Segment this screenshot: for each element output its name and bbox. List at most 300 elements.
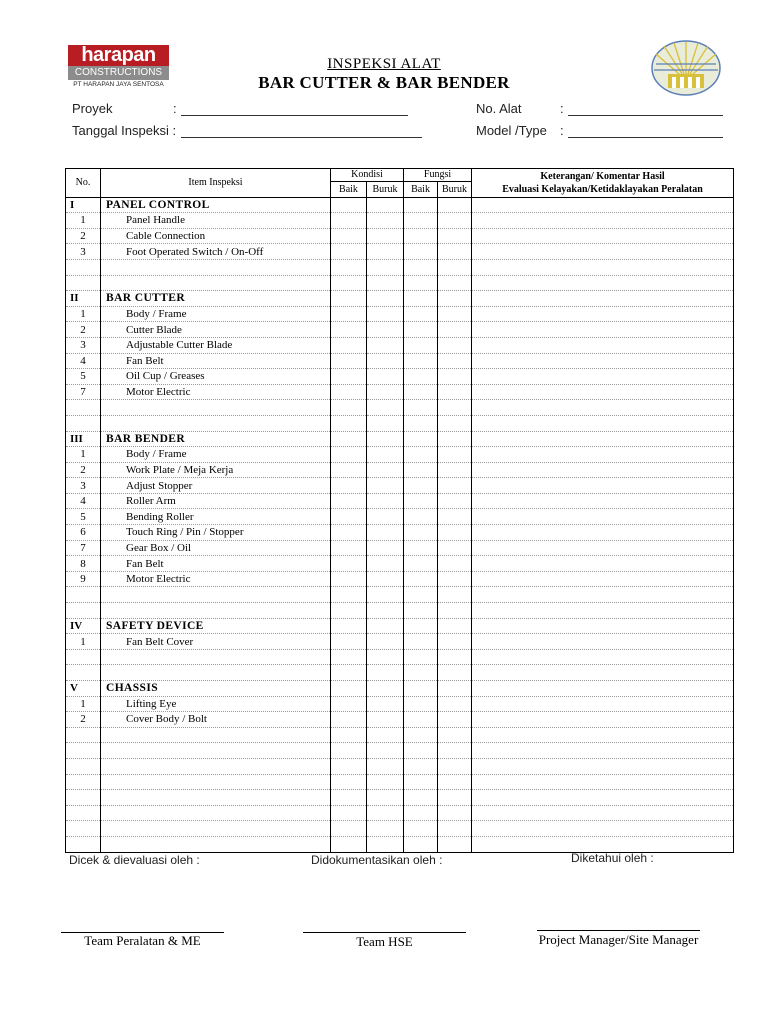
item-name: Foot Operated Switch / On-Off	[101, 244, 331, 260]
blank-row	[66, 603, 734, 619]
keterangan-cell[interactable]	[472, 337, 734, 353]
fungsi-baik-cell[interactable]	[404, 415, 438, 431]
kondisi-buruk-cell[interactable]	[367, 384, 404, 400]
keterangan-cell[interactable]	[472, 447, 734, 463]
kondisi-buruk-cell[interactable]	[367, 369, 404, 385]
kondisi-buruk-cell[interactable]	[367, 322, 404, 338]
row-number: 1	[66, 306, 101, 322]
fungsi-buruk-cell[interactable]	[438, 665, 472, 681]
fungsi-buruk-cell[interactable]	[438, 587, 472, 603]
fungsi-baik-cell[interactable]	[404, 603, 438, 619]
kondisi-buruk-cell[interactable]	[367, 509, 404, 525]
fungsi-buruk-cell[interactable]	[438, 743, 472, 759]
kondisi-buruk-cell[interactable]	[367, 587, 404, 603]
kondisi-baik-cell[interactable]	[331, 571, 367, 587]
model-label: Model /Type	[476, 123, 547, 138]
kondisi-baik-cell[interactable]	[331, 540, 367, 556]
fungsi-buruk-cell[interactable]	[438, 571, 472, 587]
proyek-field[interactable]	[181, 115, 408, 116]
item-name: Cutter Blade	[101, 322, 331, 338]
keterangan-cell[interactable]	[472, 291, 734, 307]
keterangan-cell[interactable]	[472, 805, 734, 821]
fungsi-baik-cell[interactable]	[404, 836, 438, 852]
section-title: CHASSIS	[101, 681, 331, 697]
fungsi-buruk-cell[interactable]	[438, 525, 472, 541]
row-number: 4	[66, 353, 101, 369]
kondisi-baik-cell[interactable]	[331, 197, 367, 213]
kondisi-baik-cell[interactable]	[331, 509, 367, 525]
item-name	[101, 587, 331, 603]
kondisi-buruk-cell[interactable]	[367, 353, 404, 369]
fungsi-baik-cell[interactable]	[404, 431, 438, 447]
kondisi-baik-cell[interactable]	[331, 244, 367, 260]
keterangan-cell[interactable]	[472, 681, 734, 697]
fungsi-baik-cell[interactable]	[404, 540, 438, 556]
kondisi-buruk-cell[interactable]	[367, 774, 404, 790]
keterangan-cell[interactable]	[472, 509, 734, 525]
keterangan-cell[interactable]	[472, 306, 734, 322]
kondisi-baik-cell[interactable]	[331, 259, 367, 275]
fungsi-baik-cell[interactable]	[404, 774, 438, 790]
logo-subtitle: CONSTRUCTIONS	[68, 66, 169, 80]
kondisi-buruk-cell[interactable]	[367, 805, 404, 821]
kondisi-buruk-cell[interactable]	[367, 291, 404, 307]
kondisi-baik-cell[interactable]	[331, 556, 367, 572]
kondisi-baik-cell[interactable]	[331, 587, 367, 603]
item-name	[101, 758, 331, 774]
fungsi-buruk-cell[interactable]	[438, 805, 472, 821]
row-number: 2	[66, 712, 101, 728]
table-row	[66, 337, 734, 353]
fungsi-buruk-cell[interactable]	[438, 649, 472, 665]
kondisi-baik-cell[interactable]	[331, 291, 367, 307]
keterangan-cell[interactable]	[472, 462, 734, 478]
item-name	[101, 805, 331, 821]
fungsi-baik-cell[interactable]	[404, 790, 438, 806]
row-number: 8	[66, 556, 101, 572]
fungsi-buruk-cell[interactable]	[438, 603, 472, 619]
fungsi-baik-cell[interactable]	[404, 634, 438, 650]
fungsi-baik-cell[interactable]	[404, 369, 438, 385]
blank-row	[66, 275, 734, 291]
keterangan-cell[interactable]	[472, 244, 734, 260]
kondisi-baik-cell[interactable]	[331, 727, 367, 743]
fungsi-buruk-cell[interactable]	[438, 462, 472, 478]
fungsi-baik-cell[interactable]	[404, 727, 438, 743]
keterangan-cell[interactable]	[472, 571, 734, 587]
kondisi-baik-cell[interactable]	[331, 478, 367, 494]
kondisi-baik-cell[interactable]	[331, 213, 367, 229]
kondisi-buruk-cell[interactable]	[367, 447, 404, 463]
kondisi-baik-cell[interactable]	[331, 447, 367, 463]
table-row	[66, 712, 734, 728]
item-name: Motor Electric	[101, 384, 331, 400]
row-number	[66, 400, 101, 416]
blank-row	[66, 805, 734, 821]
kondisi-baik-cell[interactable]	[331, 665, 367, 681]
kondisi-baik-cell[interactable]	[331, 415, 367, 431]
document-subtitle: BAR CUTTER & BAR BENDER	[258, 73, 510, 92]
kondisi-baik-cell[interactable]	[331, 306, 367, 322]
section-row	[66, 431, 734, 447]
kondisi-baik-cell[interactable]	[331, 275, 367, 291]
keterangan-cell[interactable]	[472, 618, 734, 634]
row-number	[66, 603, 101, 619]
kondisi-baik-cell[interactable]	[331, 821, 367, 837]
signature-line-documenter[interactable]	[303, 932, 466, 933]
proyek-label: Proyek	[72, 101, 113, 116]
fungsi-baik-cell[interactable]	[404, 291, 438, 307]
item-name	[101, 774, 331, 790]
row-number	[66, 727, 101, 743]
kondisi-baik-cell[interactable]	[331, 462, 367, 478]
kondisi-buruk-cell[interactable]	[367, 306, 404, 322]
kondisi-buruk-cell[interactable]	[367, 244, 404, 260]
fungsi-baik-cell[interactable]	[404, 712, 438, 728]
keterangan-cell[interactable]	[472, 322, 734, 338]
table-row	[66, 634, 734, 650]
keterangan-cell[interactable]	[472, 415, 734, 431]
row-number: 5	[66, 509, 101, 525]
kondisi-baik-cell[interactable]	[331, 353, 367, 369]
kondisi-baik-cell[interactable]	[331, 384, 367, 400]
row-number: II	[66, 291, 101, 307]
kondisi-baik-cell[interactable]	[331, 337, 367, 353]
fungsi-baik-cell[interactable]	[404, 275, 438, 291]
item-name: Bending Roller	[101, 509, 331, 525]
keterangan-cell[interactable]	[472, 493, 734, 509]
kondisi-buruk-cell[interactable]	[367, 821, 404, 837]
keterangan-cell[interactable]	[472, 478, 734, 494]
fungsi-baik-cell[interactable]	[404, 696, 438, 712]
kondisi-buruk-cell[interactable]	[367, 743, 404, 759]
keterangan-cell[interactable]	[472, 259, 734, 275]
fungsi-baik-cell[interactable]	[404, 259, 438, 275]
fungsi-buruk-cell[interactable]	[438, 727, 472, 743]
blank-row	[66, 821, 734, 837]
item-name	[101, 821, 331, 837]
blank-row	[66, 415, 734, 431]
kondisi-baik-cell[interactable]	[331, 228, 367, 244]
kondisi-buruk-cell[interactable]	[367, 618, 404, 634]
keterangan-cell[interactable]	[472, 400, 734, 416]
tanggal-label: Tanggal Inspeksi :	[72, 123, 177, 138]
kondisi-baik-cell[interactable]	[331, 696, 367, 712]
kondisi-baik-cell[interactable]	[331, 681, 367, 697]
kondisi-buruk-cell[interactable]	[367, 228, 404, 244]
kondisi-buruk-cell[interactable]	[367, 571, 404, 587]
keterangan-cell[interactable]	[472, 758, 734, 774]
kondisi-baik-cell[interactable]	[331, 836, 367, 852]
row-number: 5	[66, 369, 101, 385]
fungsi-baik-cell[interactable]	[404, 244, 438, 260]
keterangan-cell[interactable]	[472, 649, 734, 665]
fungsi-buruk-cell[interactable]	[438, 478, 472, 494]
header-keterangan-line2: Evaluasi Kelayakan/Ketidaklayakan Peralatan	[502, 183, 703, 195]
keterangan-cell[interactable]	[472, 540, 734, 556]
fungsi-buruk-cell[interactable]	[438, 259, 472, 275]
keterangan-cell[interactable]	[472, 525, 734, 541]
fungsi-baik-cell[interactable]	[404, 821, 438, 837]
fungsi-buruk-cell[interactable]	[438, 758, 472, 774]
fungsi-buruk-cell[interactable]	[438, 275, 472, 291]
fungsi-buruk-cell[interactable]	[438, 821, 472, 837]
fungsi-baik-cell[interactable]	[404, 213, 438, 229]
kondisi-baik-cell[interactable]	[331, 790, 367, 806]
fungsi-baik-cell[interactable]	[404, 447, 438, 463]
keterangan-cell[interactable]	[472, 431, 734, 447]
blank-row	[66, 758, 734, 774]
row-number	[66, 821, 101, 837]
fungsi-baik-cell[interactable]	[404, 462, 438, 478]
keterangan-cell[interactable]	[472, 712, 734, 728]
model-field[interactable]	[568, 137, 723, 138]
item-name: Body / Frame	[101, 447, 331, 463]
section-row	[66, 197, 734, 213]
keterangan-cell[interactable]	[472, 696, 734, 712]
fungsi-buruk-cell[interactable]	[438, 197, 472, 213]
keterangan-cell[interactable]	[472, 213, 734, 229]
keterangan-cell[interactable]	[472, 603, 734, 619]
fungsi-baik-cell[interactable]	[404, 509, 438, 525]
kondisi-baik-cell[interactable]	[331, 603, 367, 619]
row-number: 9	[66, 571, 101, 587]
kondisi-baik-cell[interactable]	[331, 805, 367, 821]
row-number	[66, 649, 101, 665]
header-fungsi-baik: Baik	[404, 182, 438, 198]
fungsi-buruk-cell[interactable]	[438, 618, 472, 634]
kondisi-buruk-cell[interactable]	[367, 415, 404, 431]
item-name: Adjustable Cutter Blade	[101, 337, 331, 353]
inspection-table	[65, 168, 734, 853]
header-item: Item Inspeksi	[101, 169, 331, 198]
table-row	[66, 493, 734, 509]
fungsi-buruk-cell[interactable]	[438, 556, 472, 572]
fungsi-baik-cell[interactable]	[404, 525, 438, 541]
fungsi-buruk-cell[interactable]	[438, 213, 472, 229]
keterangan-cell[interactable]	[472, 665, 734, 681]
table-row	[66, 353, 734, 369]
keterangan-cell[interactable]	[472, 634, 734, 650]
blank-row	[66, 649, 734, 665]
kondisi-baik-cell[interactable]	[331, 322, 367, 338]
kondisi-buruk-cell[interactable]	[367, 696, 404, 712]
fungsi-baik-cell[interactable]	[404, 556, 438, 572]
kondisi-buruk-cell[interactable]	[367, 634, 404, 650]
fungsi-buruk-cell[interactable]	[438, 774, 472, 790]
item-name	[101, 727, 331, 743]
item-name	[101, 400, 331, 416]
keterangan-cell[interactable]	[472, 197, 734, 213]
item-name	[101, 603, 331, 619]
kondisi-baik-cell[interactable]	[331, 743, 367, 759]
table-row	[66, 384, 734, 400]
kondisi-baik-cell[interactable]	[331, 774, 367, 790]
item-name	[101, 275, 331, 291]
fungsi-buruk-cell[interactable]	[438, 384, 472, 400]
kondisi-baik-cell[interactable]	[331, 649, 367, 665]
fungsi-baik-cell[interactable]	[404, 587, 438, 603]
fungsi-baik-cell[interactable]	[404, 322, 438, 338]
fungsi-baik-cell[interactable]	[404, 337, 438, 353]
fungsi-baik-cell[interactable]	[404, 665, 438, 681]
kondisi-buruk-cell[interactable]	[367, 727, 404, 743]
kondisi-buruk-cell[interactable]	[367, 431, 404, 447]
kondisi-buruk-cell[interactable]	[367, 712, 404, 728]
fungsi-buruk-cell[interactable]	[438, 322, 472, 338]
signature-line-approver[interactable]	[537, 930, 700, 931]
table-row	[66, 696, 734, 712]
kondisi-baik-cell[interactable]	[331, 525, 367, 541]
keterangan-cell[interactable]	[472, 384, 734, 400]
fungsi-baik-cell[interactable]	[404, 805, 438, 821]
fungsi-baik-cell[interactable]	[404, 681, 438, 697]
keterangan-cell[interactable]	[472, 836, 734, 852]
item-name: Fan Belt Cover	[101, 634, 331, 650]
item-name: Roller Arm	[101, 493, 331, 509]
table-row	[66, 244, 734, 260]
keterangan-cell[interactable]	[472, 369, 734, 385]
fungsi-baik-cell[interactable]	[404, 353, 438, 369]
fungsi-baik-cell[interactable]	[404, 618, 438, 634]
table-row	[66, 447, 734, 463]
fungsi-baik-cell[interactable]	[404, 649, 438, 665]
row-number	[66, 415, 101, 431]
kondisi-buruk-cell[interactable]	[367, 836, 404, 852]
header-keterangan	[472, 169, 734, 198]
kondisi-buruk-cell[interactable]	[367, 337, 404, 353]
item-name	[101, 743, 331, 759]
row-number: 2	[66, 228, 101, 244]
kondisi-buruk-cell[interactable]	[367, 493, 404, 509]
header-kondisi: Kondisi	[331, 169, 404, 182]
row-number: 1	[66, 696, 101, 712]
fungsi-buruk-cell[interactable]	[438, 696, 472, 712]
fungsi-buruk-cell[interactable]	[438, 400, 472, 416]
item-name: Gear Box / Oil	[101, 540, 331, 556]
kondisi-baik-cell[interactable]	[331, 618, 367, 634]
tanggal-field[interactable]	[181, 137, 422, 138]
fungsi-buruk-cell[interactable]	[438, 353, 472, 369]
kondisi-buruk-cell[interactable]	[367, 556, 404, 572]
fungsi-buruk-cell[interactable]	[438, 415, 472, 431]
fungsi-baik-cell[interactable]	[404, 743, 438, 759]
fungsi-buruk-cell[interactable]	[438, 836, 472, 852]
kondisi-buruk-cell[interactable]	[367, 259, 404, 275]
keterangan-cell[interactable]	[472, 790, 734, 806]
kondisi-buruk-cell[interactable]	[367, 603, 404, 619]
section-title: SAFETY DEVICE	[101, 618, 331, 634]
kondisi-buruk-cell[interactable]	[367, 540, 404, 556]
row-number: V	[66, 681, 101, 697]
item-name	[101, 665, 331, 681]
table-row	[66, 556, 734, 572]
kondisi-buruk-cell[interactable]	[367, 790, 404, 806]
kondisi-buruk-cell[interactable]	[367, 197, 404, 213]
kondisi-buruk-cell[interactable]	[367, 275, 404, 291]
keterangan-cell[interactable]	[472, 774, 734, 790]
row-number: 3	[66, 478, 101, 494]
fungsi-buruk-cell[interactable]	[438, 244, 472, 260]
kondisi-buruk-cell[interactable]	[367, 213, 404, 229]
fungsi-baik-cell[interactable]	[404, 228, 438, 244]
item-name	[101, 415, 331, 431]
fungsi-buruk-cell[interactable]	[438, 306, 472, 322]
fungsi-buruk-cell[interactable]	[438, 509, 472, 525]
fungsi-baik-cell[interactable]	[404, 478, 438, 494]
kondisi-baik-cell[interactable]	[331, 712, 367, 728]
kondisi-buruk-cell[interactable]	[367, 462, 404, 478]
blank-row	[66, 587, 734, 603]
kondisi-buruk-cell[interactable]	[367, 665, 404, 681]
no-alat-field[interactable]	[568, 115, 723, 116]
kondisi-buruk-cell[interactable]	[367, 681, 404, 697]
fungsi-baik-cell[interactable]	[404, 400, 438, 416]
keterangan-cell[interactable]	[472, 821, 734, 837]
keterangan-cell[interactable]	[472, 556, 734, 572]
fungsi-buruk-cell[interactable]	[438, 493, 472, 509]
row-number: 1	[66, 447, 101, 463]
fungsi-baik-cell[interactable]	[404, 384, 438, 400]
kondisi-baik-cell[interactable]	[331, 493, 367, 509]
fungsi-buruk-cell[interactable]	[438, 712, 472, 728]
keterangan-cell[interactable]	[472, 275, 734, 291]
kondisi-buruk-cell[interactable]	[367, 400, 404, 416]
item-name: Touch Ring / Pin / Stopper	[101, 525, 331, 541]
section-row	[66, 681, 734, 697]
row-number: 6	[66, 525, 101, 541]
fungsi-buruk-cell[interactable]	[438, 337, 472, 353]
fungsi-buruk-cell[interactable]	[438, 369, 472, 385]
fungsi-buruk-cell[interactable]	[438, 228, 472, 244]
fungsi-buruk-cell[interactable]	[438, 790, 472, 806]
table-row	[66, 571, 734, 587]
kondisi-baik-cell[interactable]	[331, 369, 367, 385]
kondisi-baik-cell[interactable]	[331, 400, 367, 416]
kondisi-baik-cell[interactable]	[331, 431, 367, 447]
model-sep: :	[560, 123, 564, 138]
section-row	[66, 291, 734, 307]
keterangan-cell[interactable]	[472, 743, 734, 759]
item-name	[101, 836, 331, 852]
fungsi-buruk-cell[interactable]	[438, 634, 472, 650]
keterangan-cell[interactable]	[472, 228, 734, 244]
kondisi-buruk-cell[interactable]	[367, 478, 404, 494]
sig-name-documenter: Team HSE	[356, 934, 413, 949]
fungsi-buruk-cell[interactable]	[438, 431, 472, 447]
fungsi-baik-cell[interactable]	[404, 197, 438, 213]
row-number	[66, 805, 101, 821]
fungsi-buruk-cell[interactable]	[438, 447, 472, 463]
fungsi-buruk-cell[interactable]	[438, 540, 472, 556]
kondisi-baik-cell[interactable]	[331, 758, 367, 774]
fungsi-baik-cell[interactable]	[404, 758, 438, 774]
keterangan-cell[interactable]	[472, 727, 734, 743]
kondisi-baik-cell[interactable]	[331, 634, 367, 650]
keterangan-cell[interactable]	[472, 353, 734, 369]
fungsi-baik-cell[interactable]	[404, 493, 438, 509]
fungsi-baik-cell[interactable]	[404, 306, 438, 322]
kondisi-buruk-cell[interactable]	[367, 525, 404, 541]
kondisi-buruk-cell[interactable]	[367, 758, 404, 774]
fungsi-baik-cell[interactable]	[404, 571, 438, 587]
header-fungsi-buruk: Buruk	[438, 182, 472, 198]
fungsi-buruk-cell[interactable]	[438, 291, 472, 307]
keterangan-cell[interactable]	[472, 587, 734, 603]
fungsi-buruk-cell[interactable]	[438, 681, 472, 697]
kondisi-buruk-cell[interactable]	[367, 649, 404, 665]
sig-label-evaluator: Dicek & dievaluasi oleh :	[69, 853, 200, 867]
